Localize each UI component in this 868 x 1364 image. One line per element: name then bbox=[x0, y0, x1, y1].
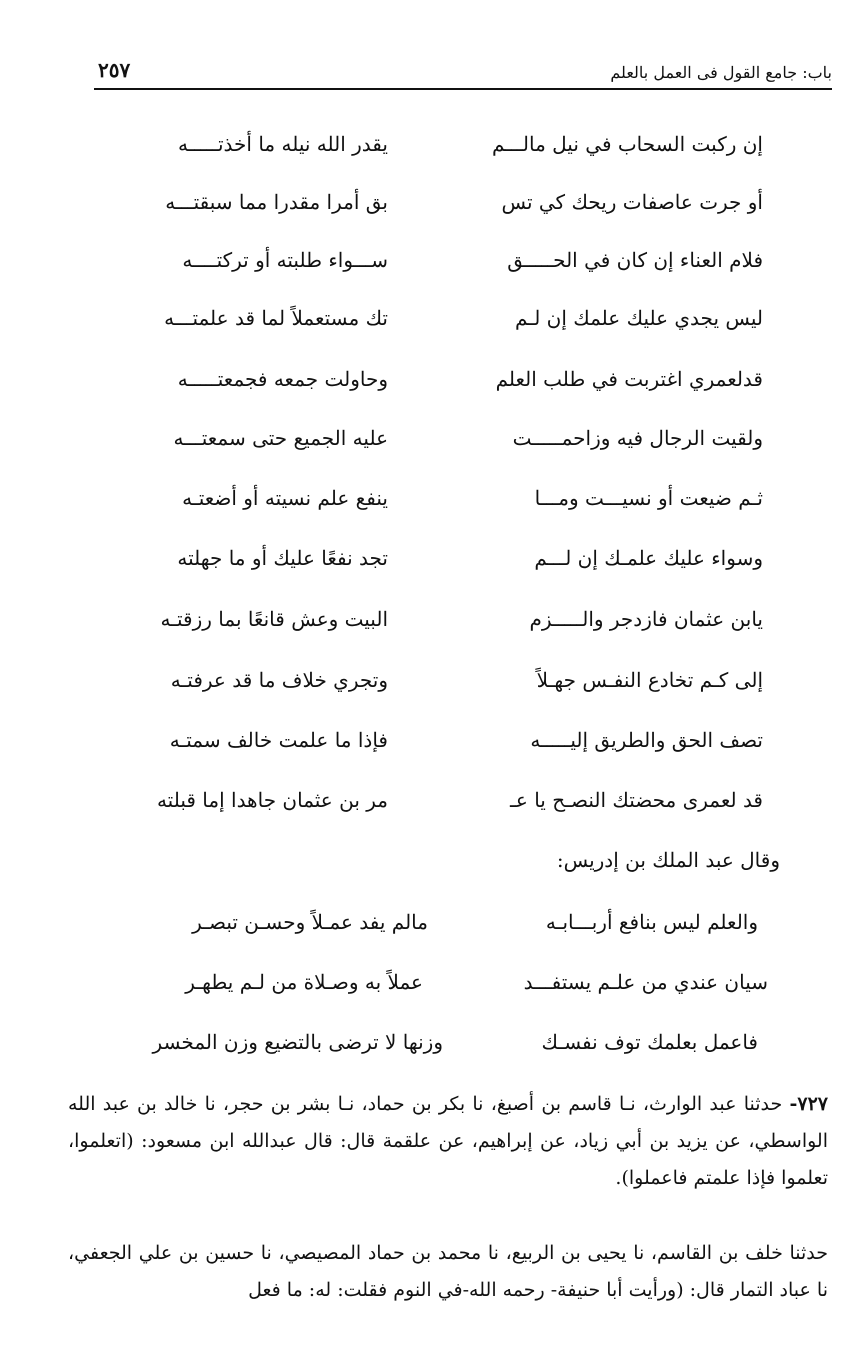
verse-second-hemistich: مالم يفد عمـلاً وحسـن تبصـر bbox=[192, 910, 428, 934]
verse-first-hemistich: والعلم ليس بنافع أربـــابـه bbox=[545, 910, 758, 934]
poem-verse bbox=[0, 607, 868, 647]
poem-verse bbox=[0, 910, 868, 950]
verse-second-hemistich: بق أمرا مقدرا مما سبقتـــه bbox=[165, 190, 388, 214]
verse-first-hemistich: سيان عندي من علـم يستفـــد bbox=[523, 970, 768, 994]
verse-first-hemistich: إن ركبت السحاب في نيل مالـــم bbox=[492, 132, 763, 156]
body-paragraph: حدثنا خلف بن القاسم، نا يحيى بن الربيع، نا محمد بن حماد المصيصي، نا حسين بن علي الجعفي، نا عباد التمار قال: (ورأيت أبا حنيفة- رحمه الله-في النوم فقلت: له: ما فعل bbox=[68, 1242, 828, 1301]
verse-second-hemistich: يقدر الله نيله ما أخذتـــــه bbox=[177, 132, 388, 156]
verse-first-hemistich: وسواء عليك علمـك إن لـــم bbox=[534, 546, 763, 570]
verse-second-hemistich: وتجري خلاف ما قد عرفتـه bbox=[170, 668, 388, 692]
hadith-text: حدثنا عبد الوارث، نـا قاسم بن أصبغ، نا بكر بن حماد، نـا بشر بن حجر، نا خالد بن عبد الله الواسطي، عن يزيد بن أبي زياد، عن إبراهيم، عن علقمة قال: قال عبدالله ابن مسعود: (اتعلموا، تعلموا فإذا علمتم فاعملوا). bbox=[68, 1093, 829, 1189]
verse-first-hemistich: قدلعمري اغتربت في طلب العلم bbox=[495, 367, 763, 391]
poem-verse bbox=[0, 970, 868, 1010]
running-header bbox=[94, 56, 832, 90]
hadith-number: ٧٢٧- bbox=[789, 1093, 828, 1115]
poem-verse bbox=[0, 788, 868, 828]
verse-second-hemistich: فإذا ما علمت خالف سمتـه bbox=[169, 728, 388, 752]
poem-verse bbox=[0, 1030, 868, 1070]
poem-verse bbox=[0, 190, 868, 230]
verse-first-hemistich: فاعمل بعلمك توف نفسـك bbox=[541, 1030, 758, 1054]
poem-verse bbox=[0, 426, 868, 466]
verse-first-hemistich: تصف الحق والطريق إليـــــه bbox=[530, 728, 763, 752]
poem-verse bbox=[0, 132, 868, 172]
verse-second-hemistich: وزنها لا ترضى بالتضيع وزن المخسر bbox=[152, 1030, 443, 1054]
verse-second-hemistich: عليه الجميع حتى سمعتـــه bbox=[173, 426, 388, 450]
verse-second-hemistich: ينفع علم نسيته أو أضعتـه bbox=[182, 486, 388, 510]
poem-verse bbox=[0, 728, 868, 768]
verse-first-hemistich: قد لعمرى محضتك النصـح يا عـ bbox=[510, 788, 763, 812]
page-number: ٢٥٧ bbox=[98, 58, 131, 82]
verse-first-hemistich: أو جرت عاصفات ريحك كي تس bbox=[501, 190, 763, 214]
poem-introduction: وقال عبد الملك بن إدريس: bbox=[556, 848, 780, 872]
poem-verse bbox=[0, 546, 868, 586]
verse-first-hemistich: إلى كـم تخادع النفـس جهـلاً bbox=[536, 668, 763, 692]
hadith-paragraph bbox=[68, 1086, 828, 1197]
verse-second-hemistich: تك مستعملاً لما قد علمتـــه bbox=[164, 306, 388, 330]
header-rule bbox=[94, 88, 832, 90]
verse-second-hemistich: مر بن عثمان جاهدا إما قبلته bbox=[156, 788, 388, 812]
verse-second-hemistich: وحاولت جمعه فجمعتـــــه bbox=[177, 367, 388, 391]
verse-first-hemistich: ولقيت الرجال فيه وزاحمـــــت bbox=[512, 426, 763, 450]
poem-verse bbox=[0, 248, 868, 288]
verse-second-hemistich: تجد نفعًا عليك أو ما جهلته bbox=[177, 546, 388, 570]
poem-verse bbox=[0, 668, 868, 708]
verse-first-hemistich: يابن عثمان فازدجر والـــــزم bbox=[529, 607, 763, 631]
verse-first-hemistich: ليس يجدي عليك علمك إن لـم bbox=[515, 306, 763, 330]
verse-second-hemistich: ســـواء طلبته أو تركتــــه bbox=[182, 248, 388, 272]
verse-first-hemistich: فلام العناء إن كان في الحـــــق bbox=[507, 248, 763, 272]
poem-verse bbox=[0, 306, 868, 346]
verse-second-hemistich: عملاً به وصـلاة من لـم يطهـر bbox=[185, 970, 423, 994]
verse-first-hemistich: ثـم ضيعت أو نسيـــت ومـــا bbox=[534, 486, 763, 510]
poem-verse bbox=[0, 486, 868, 526]
verse-second-hemistich: البيت وعش قانعًا بما رزقتـه bbox=[160, 607, 388, 631]
poem-verse bbox=[0, 367, 868, 407]
chapter-title: باب: جامع القول فى العمل بالعلم bbox=[610, 63, 832, 82]
